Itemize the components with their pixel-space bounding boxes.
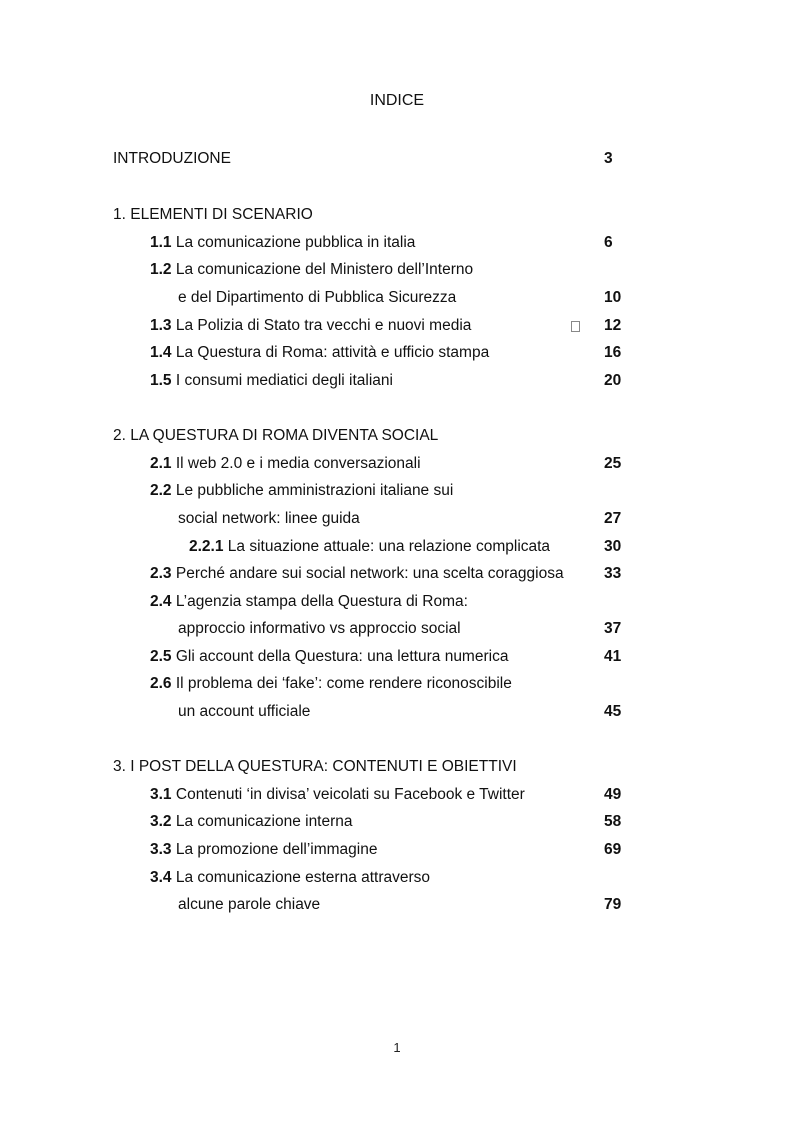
entry-number: 1.2 xyxy=(150,261,172,278)
entry-number: 2.2.1 xyxy=(189,538,224,555)
chapter-1-heading xyxy=(0,203,794,227)
toc-entry-2-6-cont xyxy=(0,700,794,724)
toc-entry-3-1 xyxy=(0,783,794,807)
toc-entry-3-4 xyxy=(0,866,794,890)
entry-page: 45 xyxy=(604,703,622,720)
entry-title: La comunicazione esterna attraverso xyxy=(175,869,431,886)
missing-glyph-box xyxy=(571,321,580,332)
toc-intro xyxy=(0,147,794,171)
entry-number: 1.4 xyxy=(150,344,172,361)
entry-title: Contenuti ‘in divisa’ veicolati su Facebook e Twitter xyxy=(175,786,525,803)
entry-number: 2.3 xyxy=(150,565,172,582)
toc-entry-1-3 xyxy=(0,314,794,338)
page-title: INDICE xyxy=(369,92,425,109)
entry-title: La comunicazione interna xyxy=(175,813,353,830)
toc-entry-1-2-cont xyxy=(0,286,794,310)
entry-page: 16 xyxy=(604,344,622,361)
entry-page: 20 xyxy=(604,372,622,389)
chapter-heading: 1. ELEMENTI DI SCENARIO xyxy=(113,206,313,223)
entry-number: 3.4 xyxy=(150,869,172,886)
entry-page: 25 xyxy=(604,455,622,472)
entry-title-cont: social network: linee guida xyxy=(178,510,360,527)
entry-title: Il problema dei ‘fake’: come rendere riconoscibile xyxy=(175,675,512,692)
chapter-3-heading xyxy=(0,755,794,779)
entry-number: 3.2 xyxy=(150,813,172,830)
toc-entry-2-2 xyxy=(0,479,794,503)
toc-intro-page: 3 xyxy=(604,150,613,167)
entry-page: 41 xyxy=(604,648,622,665)
entry-page: 69 xyxy=(604,841,622,858)
toc-intro-label: INTRODUZIONE xyxy=(113,150,231,167)
entry-title: Il web 2.0 e i media conversazionali xyxy=(175,455,421,472)
entry-page: 6 xyxy=(604,234,613,251)
entry-title: La promozione dell’immagine xyxy=(175,841,378,858)
entry-page: 12 xyxy=(604,317,622,334)
entry-number: 2.2 xyxy=(150,482,172,499)
entry-number: 1.1 xyxy=(150,234,172,251)
entry-title-cont: e del Dipartimento di Pubblica Sicurezza xyxy=(178,289,457,306)
toc-entry-2-3 xyxy=(0,562,794,586)
toc-entry-3-2 xyxy=(0,810,794,834)
entry-title: La Questura di Roma: attività e ufficio stampa xyxy=(175,344,490,361)
entry-title: La comunicazione pubblica in italia xyxy=(175,234,416,251)
chapter-heading: 3. I POST DELLA QUESTURA: CONTENUTI E OBIETTIVI xyxy=(113,758,517,775)
entry-title-cont: un account ufficiale xyxy=(178,703,311,720)
entry-title-cont: approccio informativo vs approccio social xyxy=(178,620,461,637)
entry-page: 79 xyxy=(604,896,622,913)
toc-entry-3-4-cont xyxy=(0,893,794,917)
toc-entry-1-5 xyxy=(0,369,794,393)
toc-entry-1-1 xyxy=(0,231,794,255)
toc-entry-1-4 xyxy=(0,341,794,365)
entry-title: La situazione attuale: una relazione complicata xyxy=(227,538,551,555)
entry-page: 10 xyxy=(604,289,622,306)
entry-title: La Polizia di Stato tra vecchi e nuovi media xyxy=(175,317,472,334)
entry-title: Perché andare sui social network: una scelta coraggiosa xyxy=(175,565,564,582)
entry-title: L’agenzia stampa della Questura di Roma: xyxy=(175,593,468,610)
chapter-heading: 2. LA QUESTURA DI ROMA DIVENTA SOCIAL xyxy=(113,427,439,444)
toc-entry-1-2 xyxy=(0,258,794,282)
entry-number: 1.3 xyxy=(150,317,172,334)
entry-number: 2.4 xyxy=(150,593,172,610)
entry-page: 58 xyxy=(604,813,622,830)
entry-number: 3.3 xyxy=(150,841,172,858)
entry-title: I consumi mediatici degli italiani xyxy=(175,372,393,389)
entry-number: 2.1 xyxy=(150,455,172,472)
entry-page: 49 xyxy=(604,786,622,803)
toc-entry-2-4 xyxy=(0,590,794,614)
entry-title: Le pubbliche amministrazioni italiane sui xyxy=(175,482,454,499)
entry-page: 33 xyxy=(604,565,622,582)
entry-number: 2.6 xyxy=(150,675,172,692)
toc-entry-2-2-1 xyxy=(0,535,794,559)
entry-number: 2.5 xyxy=(150,648,172,665)
entry-number: 3.1 xyxy=(150,786,172,803)
entry-page: 37 xyxy=(604,620,622,637)
toc-entry-2-2-cont xyxy=(0,507,794,531)
entry-title: Gli account della Questura: una lettura numerica xyxy=(175,648,509,665)
entry-page: 27 xyxy=(604,510,622,527)
entry-title: La comunicazione del Ministero dell’Interno xyxy=(175,261,474,278)
toc-entry-3-3 xyxy=(0,838,794,862)
page-number: 1 xyxy=(393,1040,401,1055)
toc-entry-2-6 xyxy=(0,672,794,696)
toc-entry-2-5 xyxy=(0,645,794,669)
toc-entry-2-1 xyxy=(0,452,794,476)
toc-entry-2-4-cont xyxy=(0,617,794,641)
entry-number: 1.5 xyxy=(150,372,172,389)
chapter-2-heading xyxy=(0,424,794,448)
entry-title-cont: alcune parole chiave xyxy=(178,896,321,913)
entry-page: 30 xyxy=(604,538,622,555)
